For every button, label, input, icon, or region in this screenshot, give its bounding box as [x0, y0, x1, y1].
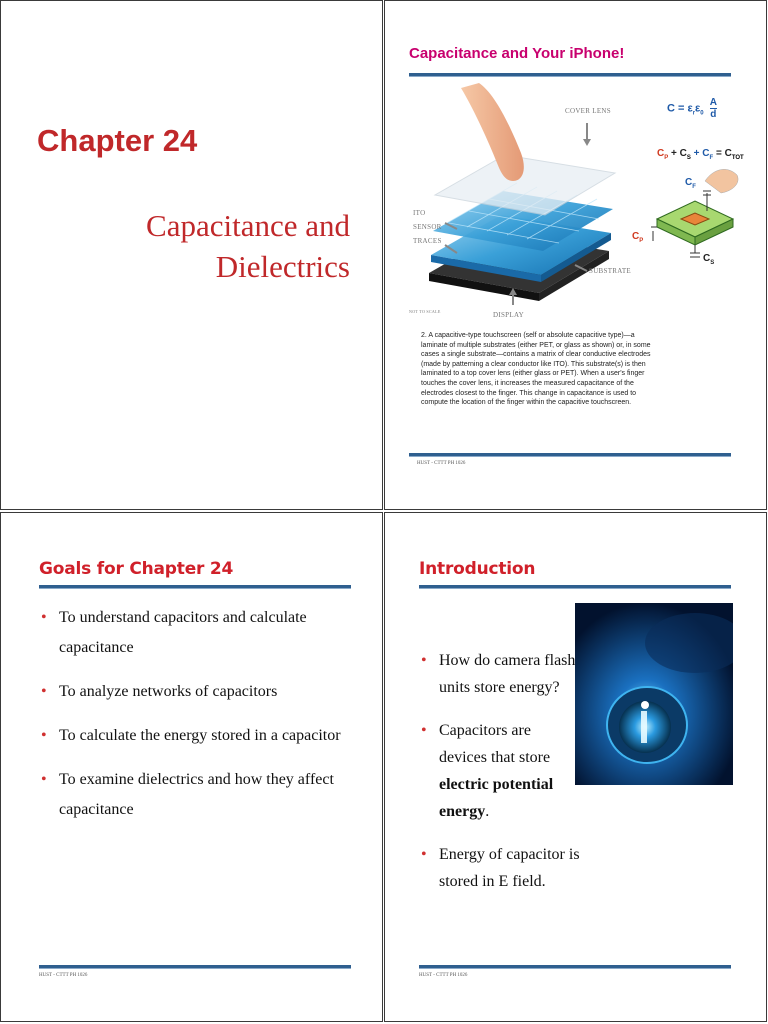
bullet-icon: •: [421, 846, 427, 863]
capacitance-formula: $C = \varepsilon_r\varepsilon_0$ $\frac{A}{d}$: [667, 97, 717, 120]
slide-chapter-title: [0, 0, 383, 510]
subtitle-line-1: Capacitance and: [146, 208, 350, 243]
slide-introduction: [384, 512, 767, 1022]
label-not-to-scale: NOT TO SCALE: [409, 309, 441, 314]
footer-rule: [419, 965, 731, 969]
bullet-icon: •: [421, 652, 427, 669]
footer-rule: [39, 965, 351, 969]
heading-rule: [409, 73, 731, 77]
slide-heading: Introduction: [419, 559, 536, 579]
label-cover-lens: COVER LENS: [565, 107, 611, 115]
label-traces: TRACES: [413, 237, 442, 245]
slide-goals: [0, 512, 383, 1022]
intro-item-2: • Capacitors are devices that store electric potential energy.: [421, 717, 581, 825]
intro-item-3: • Energy of capacitor is stored in E field.: [421, 841, 581, 895]
slide-heading: Goals for Chapter 24: [39, 559, 234, 579]
goal-item-2: • To analyze networks of capacitors: [41, 677, 341, 707]
footer-rule: [409, 453, 731, 457]
chapter-title: Chapter 24: [37, 123, 198, 158]
goals-list: [41, 603, 341, 825]
goal-item-1: • To understand capacitors and calculate capacitance: [41, 603, 341, 663]
slide-heading: Capacitance and Your iPhone!: [409, 45, 625, 62]
slide-footer: HUST - CTTT PH 1026: [417, 461, 466, 466]
bullet-icon: •: [421, 722, 427, 739]
intro-item-1: • How do camera flash units store energy?: [421, 647, 581, 701]
total-capacitance-formula: $C_P + C_S + C_F = C_{TOT}$: [657, 148, 744, 161]
cp-label: $C_P$: [632, 231, 644, 244]
slide-iphone-capacitance: [384, 0, 767, 510]
goal-item-4: • To examine dielectrics and how they affect capacitance: [41, 765, 341, 825]
label-display: DISPLAY: [493, 311, 525, 319]
bullet-icon: •: [41, 727, 47, 744]
label-ito: ITO: [413, 209, 426, 217]
heading-rule: [419, 585, 731, 589]
intro-list: [421, 647, 581, 895]
touchscreen-caption: 2. A capacitive-type touchscreen (self or absolute capacitive type)—a laminate of multiple substrates (either PET, or glass as shown) or, in some cases a single substrate—contains a matrix of clear conductive electrodes (made by patterning a clear conductor like ITO). This substrate(s) is then laminated to a top cover lens (either glass or PET). When a user's finger touches the cover lens, it increases the measured capacitance of the electrodes closest to the finger. This change in capacitance is used to compute the location of the finger within the capacitive touchscreen.: [421, 332, 651, 407]
slide-footer: HUST - CTTT PH 1026: [419, 973, 468, 978]
cf-label: $C_F$: [685, 177, 696, 190]
chapter-subtitle: [146, 205, 350, 287]
label-sensor: SENSOR: [413, 223, 442, 231]
cs-label: $C_S$: [703, 253, 715, 266]
camera-flash-photo: [575, 603, 733, 785]
label-substrate: SUBSTRATE: [589, 267, 631, 275]
bullet-icon: •: [41, 683, 47, 700]
subtitle-line-2: Dielectrics: [215, 249, 350, 284]
slide-footer: HUST - CTTT PH 1026: [39, 973, 88, 978]
bullet-icon: •: [41, 609, 47, 626]
heading-rule: [39, 585, 351, 589]
bullet-icon: •: [41, 771, 47, 788]
touchscreen-diagram: [409, 83, 639, 323]
goal-item-3: • To calculate the energy stored in a capacitor: [41, 721, 341, 751]
